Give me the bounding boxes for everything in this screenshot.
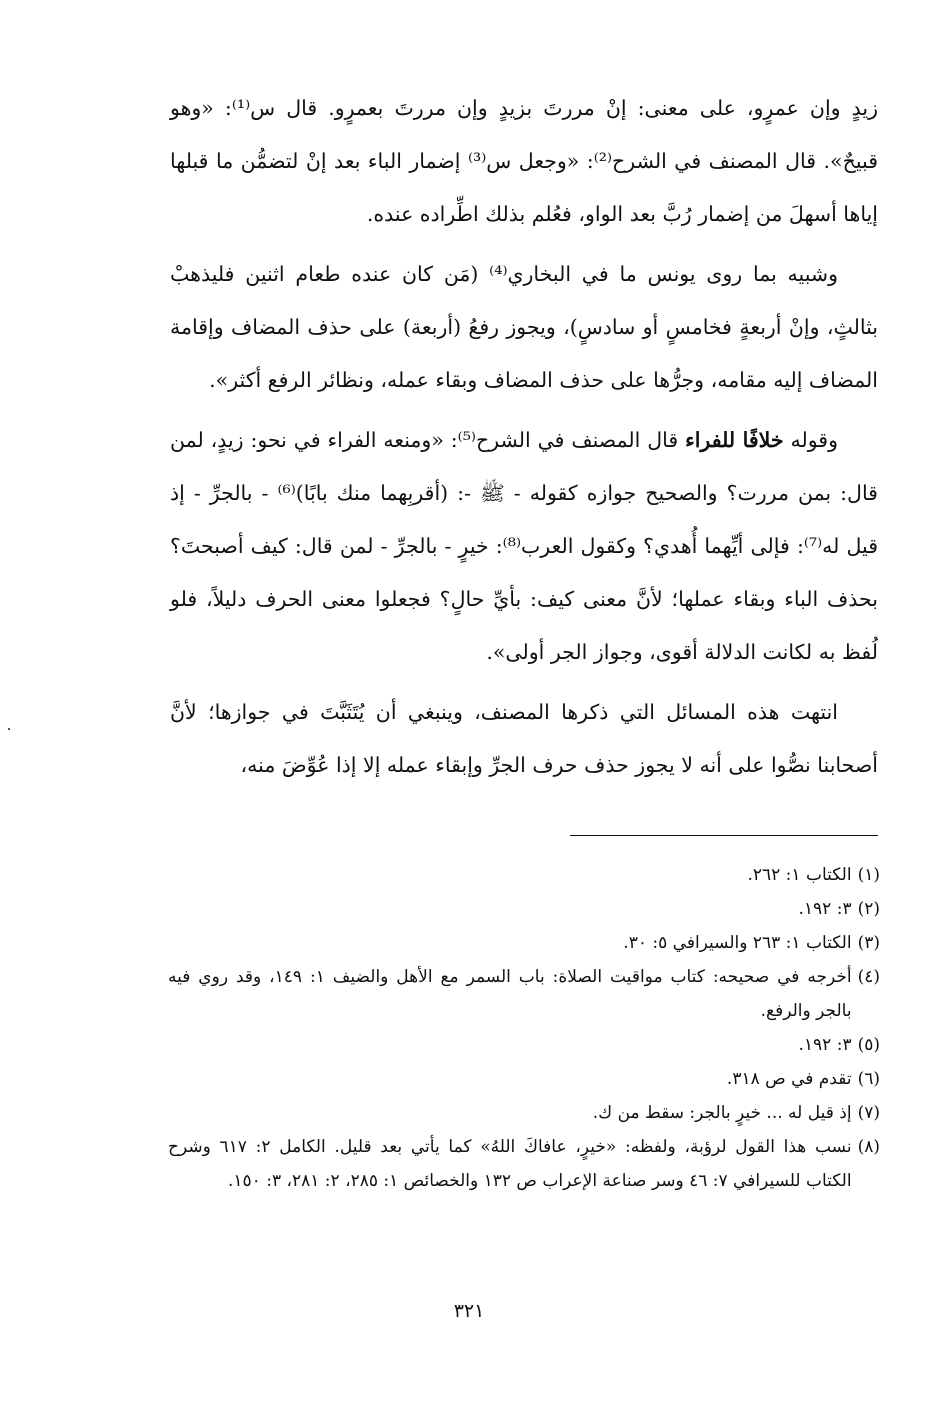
footnote-text: إذ قيل له ... خيرٍ بالجر: سقط من ك. (592, 1103, 852, 1123)
paragraph-2: وشبيه بما روى يونس ما في البخاري⁽⁴⁾ (مَن كان عنده طعام اثنين فليذهبْ بثالثٍ، وإنْ أربعةٍ فخامسٍ أو سادسٍ)، ويجوز رفعُ (أربعة) على حذف المضاف وإقامة المضاف إليه مقامه، وجرُّها على حذف المضاف وبقاء عمله، ونظائر الرفع أكثر». (170, 262, 878, 392)
paragraph-3 (170, 414, 878, 679)
paragraph-4: انتهت هذه المسائل التي ذكرها المصنف، وينبغي أن يُتَثَبَّتَ في جوازها؛ لأنَّ أصحابنا نصُّوا على أنه لا يجوز حذف حرف الجرِّ وإبقاء عمله إلا إذا عُوِّضَ منه، (170, 700, 878, 777)
footnote-number: (٤) (857, 967, 880, 987)
footnote-text: ٣: ١٩٢. (798, 1035, 852, 1055)
main-text (170, 82, 878, 799)
footnote-number: (٢) (857, 899, 880, 919)
footnote (168, 1062, 880, 1096)
footnote-number: (٥) (857, 1035, 880, 1055)
footnote-text: أخرجه في صحيحه: كتاب مواقيت الصلاة: باب السمر مع الأهل والضيف ١: ١٤٩، وقد روي فيه بالجر والرفع. (168, 967, 852, 1021)
footnote-number: (٧) (857, 1103, 880, 1123)
footnote (168, 858, 880, 892)
footnotes (168, 858, 880, 1198)
footnote (168, 1130, 880, 1198)
paragraph-3-rest: قال المصنف في الشرح⁽⁵⁾: «ومنعه الفراء في نحو: زيدٍ، لمن قال: بمن مررت؟ والصحيح جوازه كقوله - ﷺ -: (أقربِهما منك بابًا)⁽⁶⁾ - بالجرِّ - إذ قيل له⁽⁷⁾: فإلى أيِّهما أُهدي؟ وكقول العرب⁽⁸⁾: خيرٍ - بالجرِّ - لمن قال: كيف أصبحتَ؟ بحذف الباء وبقاء عملها؛ لأنَّ معنى كيف: بأيِّ حالٍ؟ فجعلوا معنى الحرف دليلاً، فلو لُفظ به لكانت الدلالة أقوى، وجواز الجر أولى». (170, 428, 878, 664)
footnote-number: (٦) (857, 1069, 880, 1089)
footnote-text: الكتاب ١: ٢٦٢. (747, 865, 852, 885)
paragraph-3-bold-phrase: خلافًا للفراء (685, 428, 784, 452)
footnote-number: (٣) (857, 933, 880, 953)
page-number: ٣٢١ (453, 1300, 485, 1322)
footnote-text: نسب هذا القول لرؤبة، ولفظه: «خيرٍ، عافاكَ اللهُ» كما يأتي بعد قليل. الكامل ٢: ٦١٧ وشرح الكتاب للسيرافي ٧: ٤٦ وسر صناعة الإعراب ص ١٣٢ والخصائص ١: ٢٨٥، ٢: ٢٨١، ٣: ١٥٠. (168, 1137, 852, 1191)
footnote (168, 1096, 880, 1130)
paragraph-1: زيدٍ وإن عمرٍو، على معنى: إنْ مررتَ بزيدٍ وإن مررتَ بعمرٍو. قال س⁽¹⁾: «وهو قبيحٌ». قال المصنف في الشرح⁽²⁾: «وجعل س⁽³⁾ إضمار الباء بعد إنْ لتضمُّن ما قبلها إياها أسهلَ من إضمار رُبَّ بعد الواو، فعُلم بذلك اطِّراده عنده. (170, 96, 879, 226)
footnote-text: ٣: ١٩٢. (798, 899, 852, 919)
footnote (168, 892, 880, 926)
footnote (168, 1028, 880, 1062)
footnote-number: (١) (857, 865, 880, 885)
footnote (168, 960, 880, 1028)
scan-speck (8, 728, 10, 730)
footnote-separator (570, 835, 878, 836)
footnote-text: الكتاب ١: ٢٦٣ والسيرافي ٥: ٣٠. (623, 933, 852, 953)
footnote-number: (٨) (857, 1137, 880, 1157)
footnote (168, 926, 880, 960)
paragraph-3-lead: وقوله (790, 428, 838, 452)
footnote-text: تقدم في ص ٣١٨. (726, 1069, 852, 1089)
